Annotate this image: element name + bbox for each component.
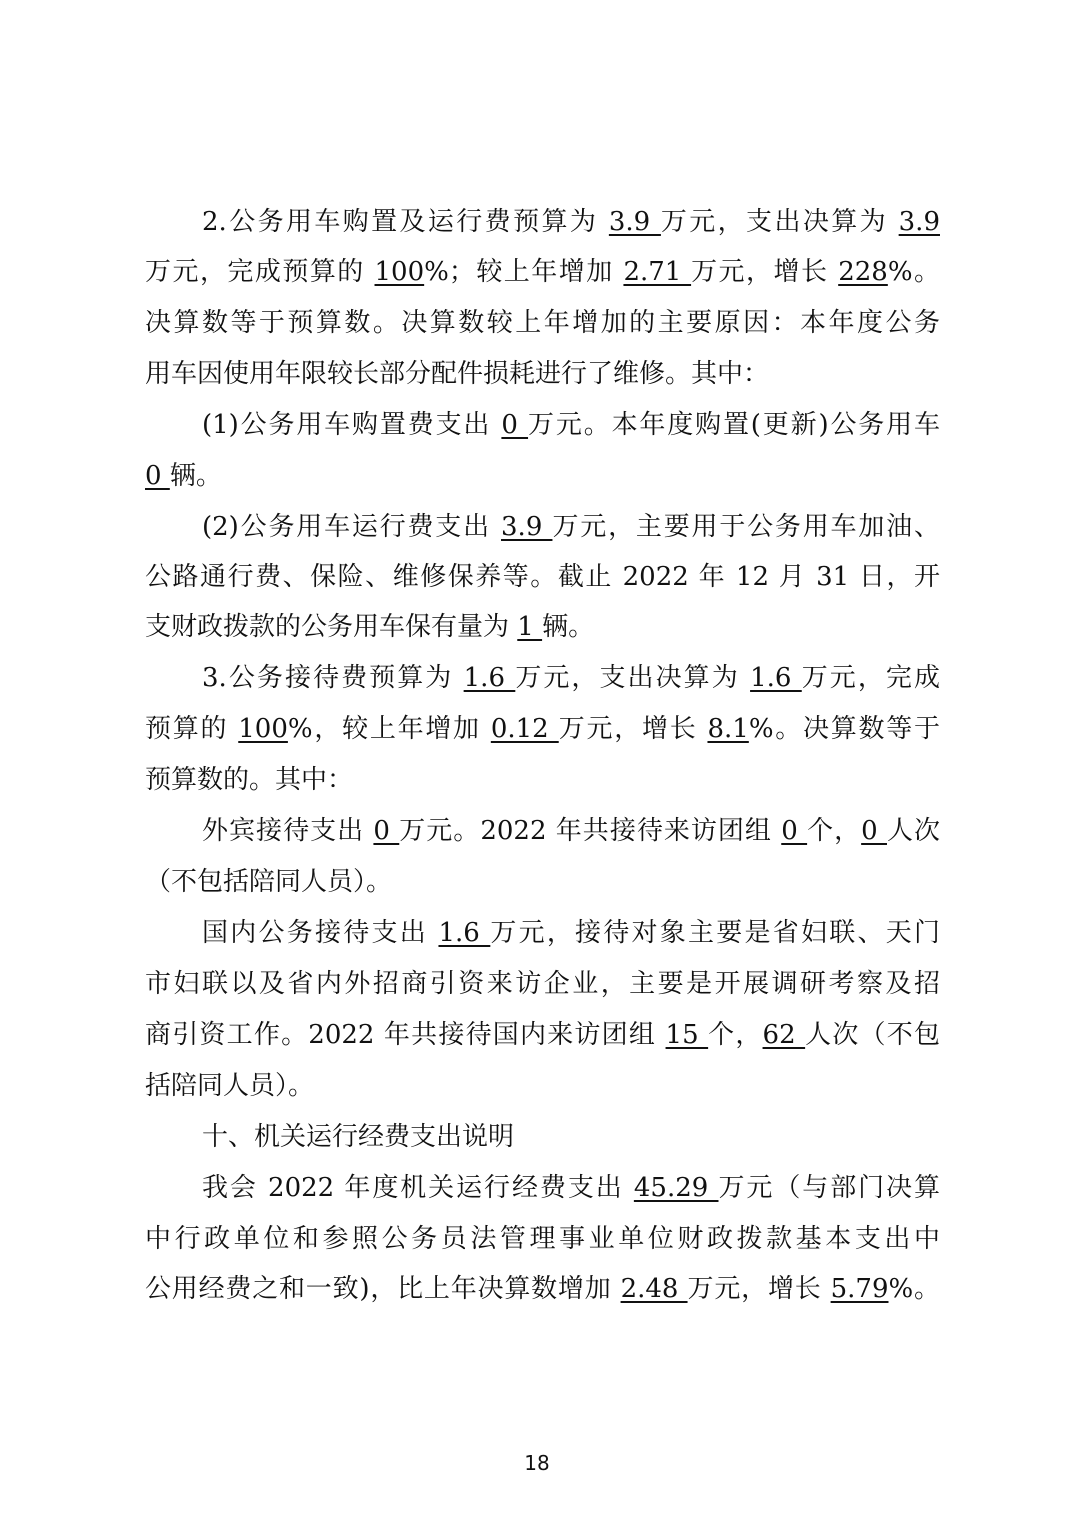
paragraph-domestic-line-1 [202,906,940,960]
paragraph-car-line-1 [202,195,940,249]
text: 人次（不包 [805,1020,940,1050]
amount-car-increase: 2.71 [623,257,692,287]
text: 人次 [886,816,941,846]
paragraph-reception-line-3: 预算数的。其中： [145,765,354,795]
text: 个， [708,1020,763,1050]
text: %。 [887,257,941,287]
paragraph-domestic-line-2: 市妇联以及省内外招商引资来访企业，主要是开展调研考察及招 [145,969,940,999]
paragraph-foreign-line-2: （不包括陪同人员）。 [145,867,393,897]
count-foreign-persons: 0 [861,816,887,846]
paragraph-operation-line-2: 中行政单位和参照公务员法管理事业单位财政拨款基本支出中 [145,1224,940,1254]
paragraph-operation-line-1 [202,1161,940,1215]
amount-car-running: 3.9 [501,512,553,542]
amount-car-budget: 3.9 [608,207,661,237]
section-heading: 十、机关运行经费支出说明 [202,1122,515,1152]
text: 万元，增长 [691,257,839,287]
paragraph-car-running-line-1 [202,500,940,554]
percent-operation-growth: 5.79 [830,1274,889,1304]
text: 万元，支出决算为 [515,663,751,693]
paragraph-foreign-line-1 [202,804,940,858]
text: 万元，增长 [558,714,708,744]
text: 万元，主要用于公务用车加油、 [552,512,940,542]
text: 支财政拨款的公务用车保有量为 [145,612,518,642]
text: 我会 2022 年度机关运行经费支出 [202,1173,634,1203]
text: 预算的 [145,714,239,744]
text: 万元，增长 [687,1274,831,1304]
text: 万元，支出决算为 [660,207,899,237]
paragraph-domestic-line-4: 括陪同人员）。 [145,1071,315,1101]
paragraph-operation-line-3 [145,1262,940,1316]
percent-reception-completion: 100 [238,714,288,744]
text: 2.公务用车购置及运行费预算为 [202,207,609,237]
paragraph-car-purchase-line-2 [145,449,940,503]
text: 商引资工作。2022 年共接待国内来访团组 [145,1020,666,1050]
percent-car-completion: 100 [374,257,425,287]
text: 万元，接待对象主要是省妇联、天门 [490,918,940,948]
paragraph-car-line-3: 决算数等于预算数。决算数较上年增加的主要原因：本年度公务 [145,308,940,338]
amount-car-purchase: 0 [501,410,529,440]
count-foreign-groups: 0 [781,816,808,846]
text: %，较上年增加 [287,714,491,744]
text: 公用经费之和一致)，比上年决算数增加 [145,1274,621,1304]
text: 3.公务接待费预算为 [202,663,464,693]
paragraph-car-line-4: 用车因使用年限较长部分配件损耗进行了维修。其中： [145,359,770,389]
text: 个， [807,816,862,846]
count-cars-purchased: 0 [145,461,170,491]
count-domestic-groups: 15 [665,1020,709,1050]
text: %。决算数等于 [748,714,940,744]
count-domestic-persons: 62 [762,1020,806,1050]
page-number: 18 [524,1451,550,1475]
paragraph-reception-line-2 [145,702,940,756]
paragraph-car-running-line-2: 公路通行费、保险、维修保养等。截止 2022 年 12 月 31 日，开 [145,562,940,592]
amount-reception-increase: 0.12 [490,714,559,744]
text: (2)公务用车运行费支出 [202,512,502,542]
paragraph-car-line-2 [145,245,940,299]
text: 辆。 [169,461,222,491]
amount-foreign-reception: 0 [373,816,400,846]
text: 万元，完成 [801,663,940,693]
count-cars-held: 1 [517,612,543,642]
amount-reception-actual: 1.6 [750,663,802,693]
text: 万元。2022 年共接待来访团组 [399,816,782,846]
text: (1)公务用车购置费支出 [202,410,502,440]
text: 辆。 [542,612,595,642]
text: %；较上年增加 [424,257,624,287]
amount-domestic-reception: 1.6 [438,918,491,948]
paragraph-domestic-line-3 [145,1008,940,1062]
paragraph-reception-line-1 [202,651,940,705]
text: 万元，完成预算的 [145,257,375,287]
text: 国内公务接待支出 [202,918,439,948]
text: %。 [888,1274,941,1304]
percent-reception-growth: 8.1 [707,714,749,744]
text: 外宾接待支出 [202,816,374,846]
percent-car-growth: 228 [838,257,888,287]
amount-operation-expense: 45.29 [633,1173,719,1203]
amount-car-actual: 3.9 [898,207,940,237]
amount-operation-increase: 2.48 [620,1274,688,1304]
amount-reception-budget: 1.6 [463,663,516,693]
text: 万元。本年度购置(更新)公务用车 [528,410,940,440]
paragraph-car-purchase-line-1 [202,398,940,452]
paragraph-car-running-line-3 [145,600,940,654]
text: 万元（与部门决算 [718,1173,940,1203]
